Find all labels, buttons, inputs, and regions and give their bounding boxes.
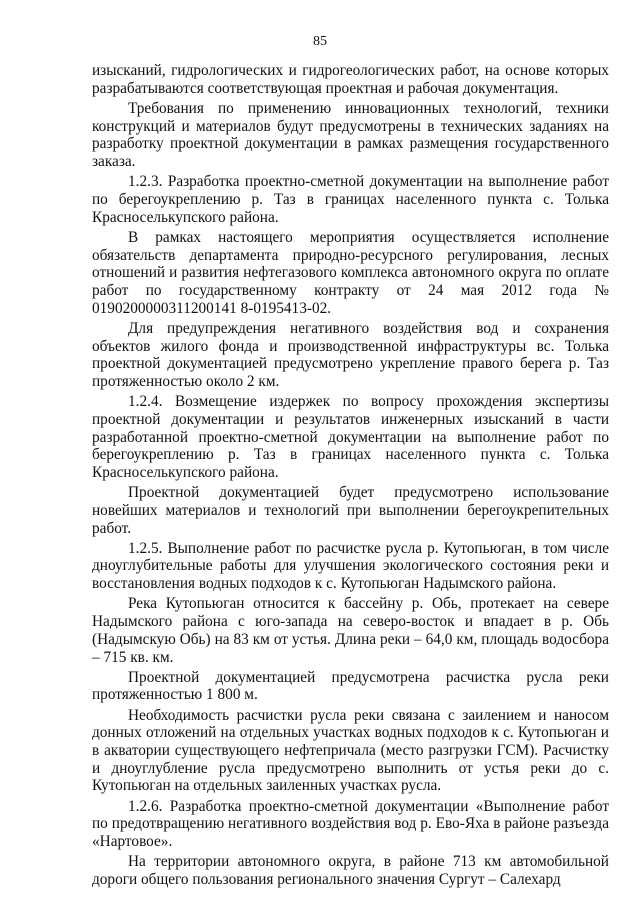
paragraph-item-1-2-5: 1.2.5. Выполнение работ по расчистке русла р. Кутопьюган, в том числе дноуглубительные работы для улучшения экологического состояния реки и восстановления водных подходов к с. Кутопьюган Надымского района.: [92, 539, 609, 593]
paragraph-contract-obligations: В рамках настоящего мероприятия осуществляется исполнение обязательств департамента природно-ресурсного регулирования, лесных отношений и развития нефтегазового комплекса автономного округа по оплате работ по государственному контракту от 24 мая 2012 года № 0190200000311200141 8-0195413-02.: [92, 228, 609, 317]
paragraph-kutopyugan-river: Река Кутопьюган относится к бассейну р. Обь, протекает на севере Надымского района с юго-запада на северо-восток и впадает в р. Обь (Надымскую Обь) на 83 км от устья. Длина реки – 64,0 км, площадь водосбора – 715 кв. км.: [92, 595, 609, 666]
paragraph-survey-works: изысканий, гидрологических и гидрогеологических работ, на основе которых разрабатываются соответствующая проектная и рабочая документация.: [92, 62, 609, 97]
paragraph-siltation: Необходимость расчистки русла реки связана с заилением и наносом донных отложений на отдельных участках водных подходов к с. Кутопьюган и в акватории существующего нефтепричала (место разгрузки ГСМ). Расчистку и дноуглубление русла предусмотрено выполнить от устья реки до с. Кутопьюган на отдельных заиленных участках русла.: [92, 706, 609, 795]
paragraph-territory: На территории автономного округа, в районе 713 км автомобильной дороги общего пользования регионального значения Сургут – Салехард: [92, 853, 609, 888]
page-number: 85: [313, 34, 327, 49]
paragraph-item-1-2-4: 1.2.4. Возмещение издержек по вопросу прохождения экспертизы проектной документации и результатов инженерных изысканий в части разработанной проектно-сметной документации на выполнение работ по берегоукреплению р. Таз в границах населенного пункта с. Толька Красноселькупского района.: [92, 393, 609, 481]
paragraph-cleaning-length: Проектной документацией предусмотрена расчистка русла реки протяженностью 1 800 м.: [92, 668, 609, 704]
paragraph-new-materials: Проектной документацией будет предусмотрено использование новейших материалов и технологий при выполнении берегоукрепительных работ.: [92, 484, 609, 537]
paragraph-tolka-bank: Для предупреждения негативного воздействия вод и сохранения объектов жилого фонда и производственной инфраструктуры вс. Толька проектной документацией предусмотрено укрепление правого берега р. Таз протяженностью около 2 км.: [92, 319, 609, 390]
document-body: [92, 62, 609, 891]
paragraph-item-1-2-3: 1.2.3. Разработка проектно-сметной документации на выполнение работ по берегоукреплению р. Таз в границах населенного пункта с. Толька Красноселькупского района.: [92, 173, 609, 226]
paragraph-item-1-2-6: 1.2.6. Разработка проектно-сметной документации «Выполнение работ по предотвращению негативного воздействия вод р. Ево-Яха в районе разъезда «Нартовое».: [92, 797, 609, 851]
paragraph-innovation-requirements: Требования по применению инновационных технологий, техники конструкций и материалов будут предусмотрены в технических заданиях на разработку проектной документации в рамках размещения государственного заказа.: [92, 99, 609, 171]
